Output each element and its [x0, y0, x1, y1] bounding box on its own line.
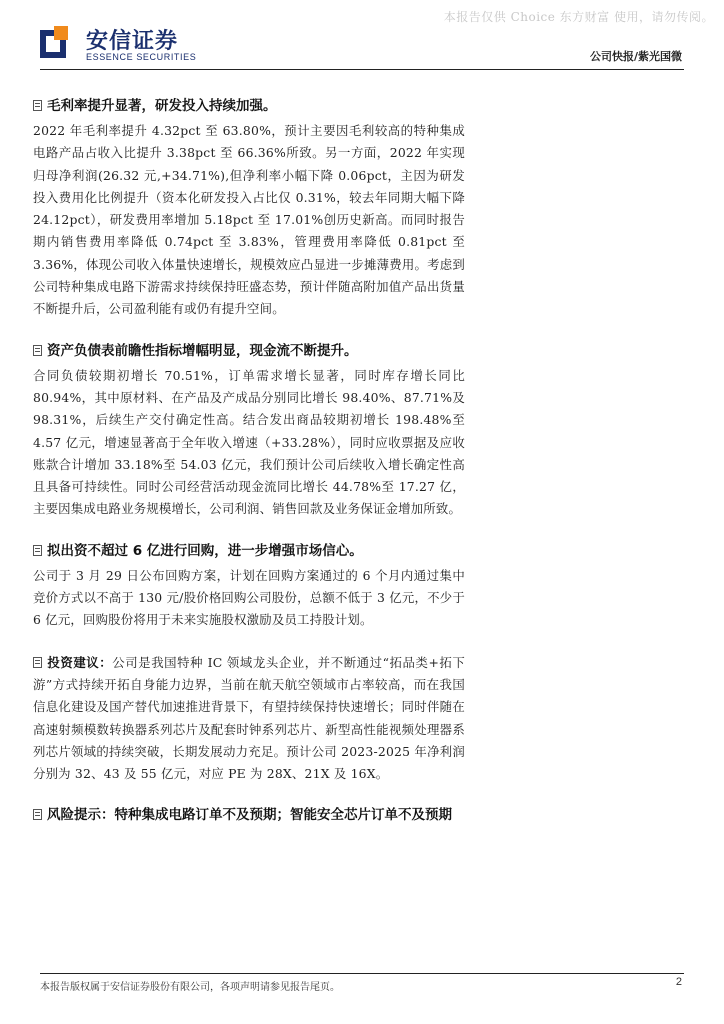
section-body: 2022 年毛利率提升 4.32pct 至 63.80%，预计主要因毛利较高的特种集成电路产品占收入比提升 3.38pct 至 66.36%所致。另一方面，2022 年实现归母净利润(26.32 元,+34.71%),但净利率小幅下降 0.06pct，主因为研发投入费用化比例提升（资本化研发投入占比仅 0.31%，较去年同期大幅下降 24.12pct），研发费用率增加 5.18pct 至 17.01%创历史新高。而同时报告期内销售费用率降低 0.74pct 至 3.83%，管理费用率降低 0.81pct 至 3.36%，体现公司收入体量快速增长，规模效应凸显进一步摊薄费用。考虑到公司特种集成电路下游需求持续保持旺盛态势，预计伴随高附加值产品出货量不断提升后，公司盈利能有或仍有提升空间。 — [33, 123, 465, 317]
header-divider — [40, 69, 684, 70]
page-number: 2 — [675, 976, 682, 988]
document-icon — [33, 657, 42, 668]
watermark: 本报告仅供 Choice 东方财富 使用，请勿传阅。 — [443, 10, 714, 24]
investment-body: 公司是我国特种 IC 领域龙头企业，并不断通过“拓品类+拓下游”方式持续开拓自身能力边界，当前在航天航空领域市占率较高，而在我国信息化建设及国产替代加速推进背景下，有望持续保持快速增长；同时伴随在高速射频模数转换器系列芯片及配套时钟系列芯片、新型高性能视频处理器系列芯片领域的持续突破，长期发展动力充足。预计公司 2023-2025 年净利润分别为 32、43 及 55 亿元，对应 PE 为 28X、21X 及 16X。 — [33, 654, 466, 782]
investment-label: 投资建议： — [47, 654, 113, 670]
logo-text-cn: 安信证券 — [86, 29, 179, 54]
section-risk — [33, 805, 465, 825]
section-buyback — [33, 541, 465, 632]
section-body: 公司于 3 月 29 日公布回购方案，计划在回购方案通过的 6 个月内通过集中竞价方式以不高于 130 元/股价格回购公司股份，总额不低于 3 亿元，不少于 6 亿元，回购股份将用于未来实施股权激励及员工持股计划。 — [33, 567, 465, 628]
document-icon — [33, 545, 42, 556]
risk-title-text: 风险提示：特种集成电路订单不及预期；智能安全芯片订单不及预期 — [47, 807, 452, 824]
investment-paragraph — [33, 652, 465, 786]
document-icon — [33, 809, 42, 820]
section-title-text: 毛利率提升显著，研发投入持续加强。 — [47, 98, 277, 114]
document-icon — [33, 100, 42, 111]
document-icon — [33, 345, 42, 356]
section-balance-sheet — [33, 341, 465, 521]
section-title-text: 资产负债表前瞻性指标增幅明显，现金流不断提升。 — [47, 342, 358, 359]
section-investment — [33, 652, 465, 786]
report-content — [33, 96, 465, 845]
section-title — [33, 341, 465, 361]
footer-disclaimer: 本报告版权属于安信证券股份有限公司，各项声明请参见报告尾页。 — [40, 982, 340, 993]
section-title — [33, 96, 465, 116]
section-title — [33, 805, 465, 825]
section-title — [33, 541, 465, 561]
logo-text-en: ESSENCE SECURITIES — [86, 52, 197, 62]
footer-divider — [40, 973, 684, 974]
report-category: 公司快报/紫光国微 — [589, 50, 682, 63]
section-title-text: 拟出资不超过 6 亿进行回购，进一步增强市场信心。 — [47, 542, 363, 559]
section-body: 合同负债较期初增长 70.51%，订单需求增长显著，同时库存增长同比 80.94%，其中原材料、在产品及产成品分别同比增长 98.40%、87.71%及 98.31%，后续生产交付确定性高。结合发出商品较期初增长 198.48%至 4.57 亿元，增速显著高于全年收入增速（+33.28%），同时应收票据及应收账款合计增加 33.18%至 54.03 亿元，我们预计公司后续收入增长确定性高且具备可持续性。同时公司经营活动现金流同比增长 44.78%至 17.27 亿，主要因集成电路业务规模增长，公司利润、销售回款及业务保证金增加所致。 — [33, 367, 465, 517]
section-gross-margin — [33, 96, 465, 321]
essence-logo-icon — [40, 26, 76, 62]
